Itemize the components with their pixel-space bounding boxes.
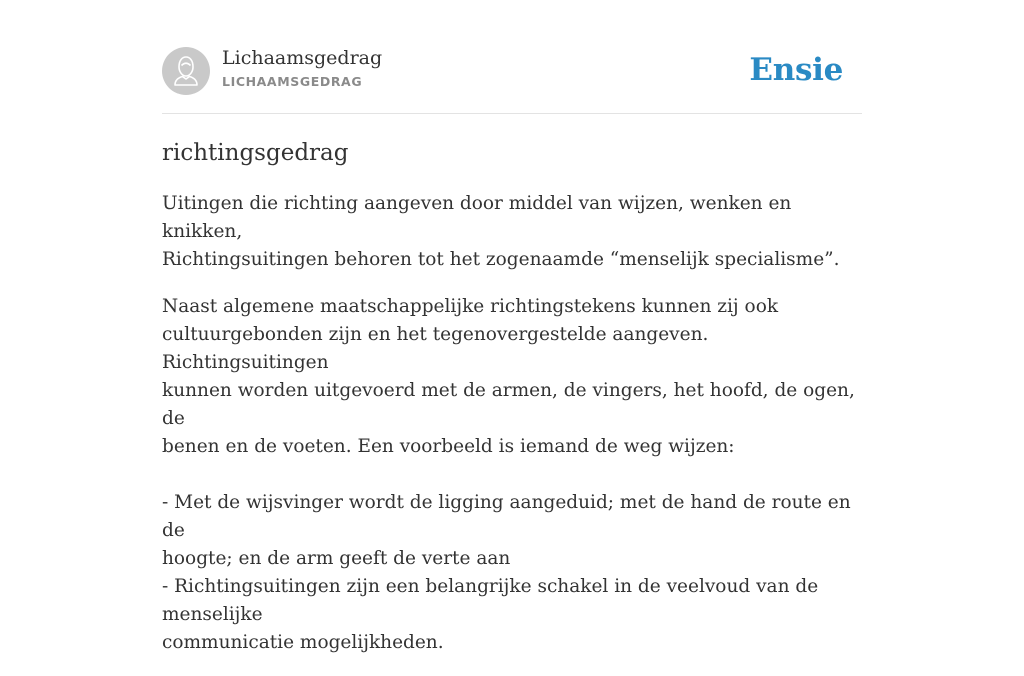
article-body bbox=[162, 190, 862, 676]
article-paragraph: Uitingen die richting aangeven door middel van wijzen, wenken en knikken, Richtingsuitingen behoren tot het zogenaamde “menselijk specialisme”. bbox=[162, 193, 840, 270]
profile-subtitle[interactable]: LICHAAMSGEDRAG bbox=[222, 74, 363, 89]
page bbox=[162, 0, 862, 653]
header bbox=[162, 46, 862, 96]
article-title: richtingsgedrag bbox=[162, 140, 349, 166]
avatar[interactable] bbox=[162, 47, 210, 95]
user-silhouette-icon bbox=[162, 47, 210, 95]
divider bbox=[162, 113, 862, 114]
article-paragraph: Naast algemene maatschappelijke richtingstekens kunnen zij ook cultuurgebonden zijn en het tegenovergestelde aangeven. Richtingsuitingen kunnen worden uitgevoerd met de armen, de vingers, het hoofd, de ogen, de benen en de voeten. Een voorbeeld is iemand de weg wijzen: - Met de wijsvinger wordt de ligging aangeduid; met de hand de route en de hoogte; en de arm geeft de verte aan - Richtingsuitingen zijn een belangrijke schakel in de veelvoud van de menselijke communicatie mogelijkheden. bbox=[162, 296, 855, 653]
profile-name[interactable]: Lichaamsgedrag bbox=[222, 47, 383, 69]
brand-logo[interactable]: Ensie bbox=[749, 52, 843, 88]
